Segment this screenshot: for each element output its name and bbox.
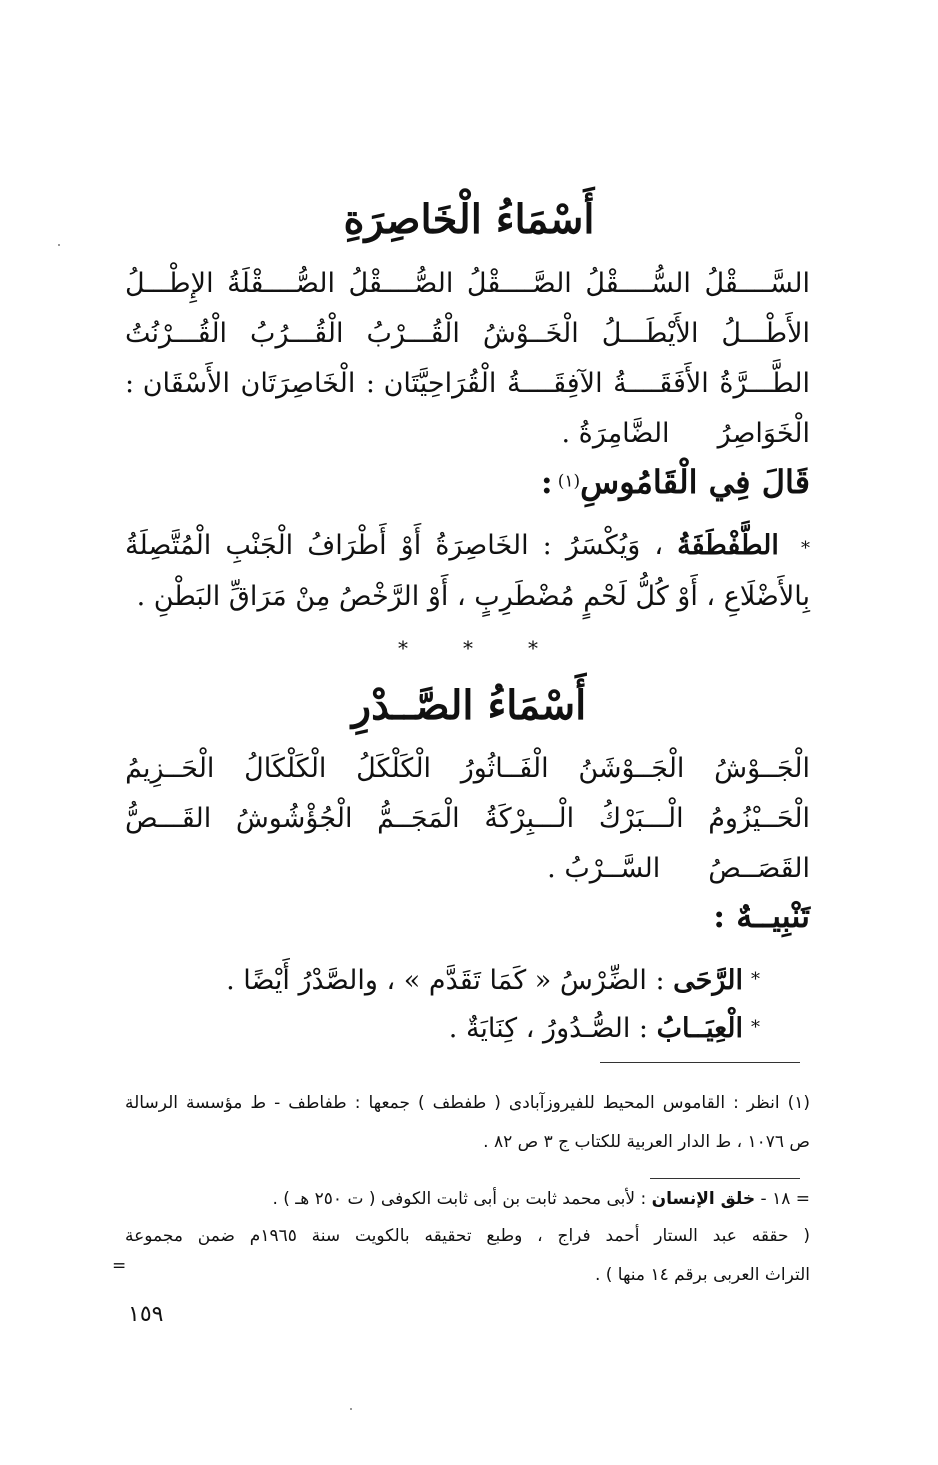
bullet-star: *	[751, 969, 760, 990]
word: الْحَــيْزُومُ	[708, 802, 810, 834]
note-heading	[125, 897, 810, 935]
word: الإِطْـــلُ	[125, 267, 214, 299]
word: الأَيْطَـــلُ	[601, 317, 699, 349]
word: الْمَجَــمُّ	[377, 802, 460, 834]
separator-star: *	[398, 636, 408, 660]
word: الْخَاصِرَتَان	[240, 367, 356, 399]
word-row	[125, 258, 810, 308]
word: السَّــــقْلُ	[704, 267, 810, 299]
continuation-mark: =	[112, 1256, 127, 1276]
quote-line: بِالأَضْلَاعِ ، أَوْ كُلُّ لَحْمٍ مُضْطَرِبٍ ، أَوْ الرَّخْصُ مِنْ مَرَاقِّ البَطْنِ .	[136, 580, 810, 612]
qamus-heading-text: قَالَ فِي الْقَامُوسِ	[580, 463, 810, 501]
word: الْحَــزِيمُ	[125, 752, 215, 784]
quote-headword: الطَّفْطَفَةُ	[677, 530, 779, 561]
word: الْجَــوْشَنُ	[578, 752, 685, 784]
note-item	[120, 1004, 760, 1052]
chest-names-list	[125, 743, 810, 893]
continuation-prefix: = ١٨ -	[760, 1188, 810, 1209]
word: الضَّامِرَةُ .	[561, 417, 670, 449]
word-row	[125, 793, 810, 843]
word-row	[125, 843, 810, 893]
qamus-heading	[125, 463, 810, 501]
note-heading-text: تَنْبِيــهٌ :	[713, 897, 810, 935]
footnote-line: (١) انظر : القاموس المحيط للفيروزآبادى ( طفطف ) جمعها : طفاطف - ط مؤسسة الرسالة	[125, 1093, 810, 1113]
note-text: : الصُّـدُورُ ، كِنَايَةٌ .	[448, 1012, 649, 1044]
continuation-line	[125, 1180, 810, 1218]
book-title: خلق الإنسان	[651, 1188, 756, 1209]
scan-speck	[58, 244, 60, 246]
footnote	[125, 1085, 810, 1161]
separator-star: *	[463, 636, 473, 660]
word: الصَّــــقْلُ	[466, 267, 572, 299]
quote-line	[125, 524, 810, 572]
notes-list	[120, 956, 760, 1052]
word: الصُّــــقْلُ	[348, 267, 454, 299]
separator-star: *	[528, 636, 538, 660]
word: القَـــصُّ	[125, 802, 212, 834]
continuation-text: : لأبى محمد ثابت بن أبى ثابت الكوفى ( ت ٢٥٠ هـ ) .	[272, 1188, 647, 1209]
flank-names-list	[125, 258, 810, 458]
word: الْجَــوْشُ	[714, 752, 810, 784]
word: السُّــــقْلُ	[585, 267, 691, 299]
word: الْجُؤْشُوشُ	[235, 802, 353, 834]
continuation-rule	[650, 1178, 800, 1179]
word: القَصَــصُ	[708, 852, 810, 884]
bullet-star: *	[751, 1017, 760, 1038]
note-headword: الرَّحَى	[673, 964, 743, 996]
word-row	[125, 743, 810, 793]
word: الأَفَقَــــةُ	[613, 367, 709, 399]
section-separator	[398, 636, 538, 660]
word: الْـــبَرْكُ	[598, 802, 684, 834]
continuation-note	[125, 1180, 810, 1294]
word: الأَطْـــلُ	[721, 317, 810, 349]
word: الْقُـــرْنُتُ	[125, 317, 228, 349]
word-row	[125, 358, 810, 408]
word-row	[125, 408, 810, 458]
word: الْخَوَاصِرُ	[717, 417, 810, 449]
word: الآفِقَــــةُ	[507, 367, 603, 399]
word: الْكَلْكَالُ	[244, 752, 327, 784]
footnote-line: ص ١٠٧٦ ، ط الدار العربية للكتاب ج ٣ ص ٨٢ .	[483, 1131, 810, 1152]
word-row	[125, 308, 810, 358]
note-text: : الضِّرْسُ « كَمَا تَقَدَّم » ، والصَّدْرُ أَيْضًا .	[226, 964, 665, 996]
note-headword: الْعِيَــابُ	[656, 1012, 743, 1044]
word: الأَسْقَان :	[125, 367, 230, 399]
footnote-ref: (١)	[557, 471, 581, 492]
scan-speck	[350, 1408, 352, 1410]
page-number: ١٥٩	[128, 1302, 164, 1327]
continuation-line: ( حققه عبد الستار أحمد فراج ، وطبع تحقيقه بالكويت سنة ١٩٦٥م ضمن مجموعة	[125, 1226, 810, 1246]
quote-text: ، وَيُكْسَرُ : الخَاصِرَةُ أَوْ أَطْرَافُ الْجَنْبِ الْمُتَّصِلَةُ	[125, 530, 664, 561]
word: الصُّــــقْلَةُ	[227, 267, 335, 299]
section-title-chest: أَسْمَاءُ الصَّــدْرِ	[351, 682, 587, 729]
word: الْخَــوْشُ	[482, 317, 579, 349]
word: الْـــبِرْكَةُ	[484, 802, 575, 834]
word: الْقُـــرْبُ	[366, 317, 460, 349]
word: الْفَــاثُورُ	[460, 752, 549, 784]
qamus-quote	[125, 524, 810, 620]
word: الْكَلْكَلُ	[356, 752, 432, 784]
footnote-rule	[600, 1062, 800, 1063]
word: السَّــرْبُ .	[547, 852, 661, 884]
continuation-line: التراث العربى برقم ١٤ منها ) .	[594, 1264, 810, 1285]
word: الطَّـــرَّةُ	[719, 367, 810, 399]
note-item	[120, 956, 760, 1004]
word: الْقُـــرُبُ	[250, 317, 344, 349]
qamus-colon: :	[540, 463, 553, 501]
bullet-star: *	[800, 538, 810, 559]
word: الْقُرَاحِيَّتَان :	[365, 367, 497, 399]
section-title-flank: أَسْمَاءُ الْخَاصِرَةِ	[343, 196, 595, 243]
